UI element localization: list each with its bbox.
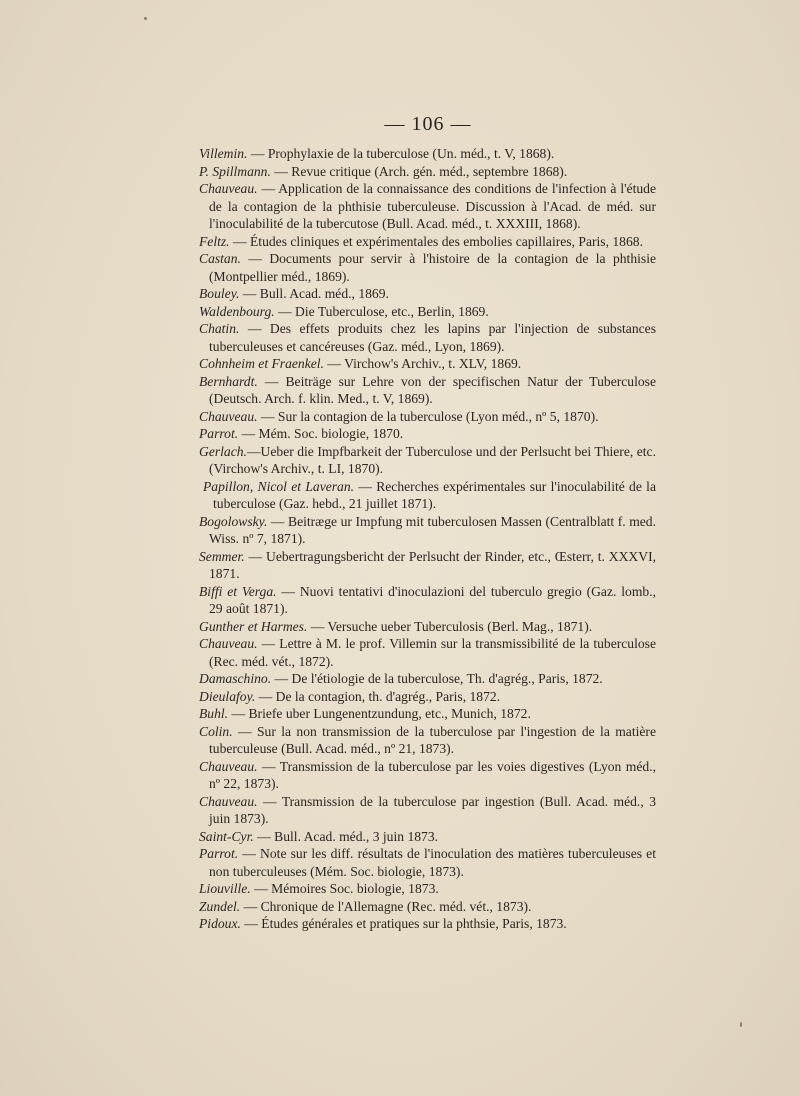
reference-author: Pidoux. bbox=[199, 916, 241, 931]
reference-author: Saint-Cyr. bbox=[199, 828, 254, 844]
reference-entry bbox=[199, 180, 656, 233]
reference-text: — Uebertragungsbericht der Perlsucht der Rinder, etc., Œsterr, t. XXXVI, 1871. bbox=[209, 548, 656, 581]
reference-text: — Application de la connaissance des conditions de l'infection à l'étude de la contagion de la phthisie tuberculeuse. Discussion à l'Acad. de méd. sur l'inoculabilité de la tubercutose (Bull. Acad. méd., t. XXXIII, 1868). bbox=[209, 181, 656, 231]
reference-text: — Versuche ueber Tuberculosis (Berl. Mag., 1871). bbox=[307, 618, 593, 634]
reference-author: P. Spillmann. bbox=[199, 163, 271, 179]
reference-entry bbox=[199, 583, 656, 618]
reference-entry bbox=[199, 705, 656, 723]
reference-text: — Briefe uber Lungenentzundung, etc., Munich, 1872. bbox=[228, 706, 531, 721]
paper-speck bbox=[144, 17, 147, 20]
reference-text: — Nuovi tentativi d'inoculazioni del tuberculo gregio (Gaz. lomb., 29 août 1871). bbox=[209, 583, 656, 616]
reference-text: — Mém. Soc. biologie, 1870. bbox=[238, 426, 404, 441]
reference-author: Gerlach. bbox=[199, 443, 247, 459]
reference-author: Chauveau. bbox=[199, 181, 258, 196]
reference-entry bbox=[199, 635, 656, 670]
reference-text: — Bull. Acad. méd., 3 juin 1873. bbox=[253, 828, 439, 844]
reference-author: Chauveau. bbox=[199, 758, 258, 774]
reference-entry bbox=[199, 915, 656, 933]
reference-entry bbox=[199, 513, 656, 548]
reference-author: Papillon, Nicol et Laveran. bbox=[203, 478, 355, 494]
reference-list bbox=[199, 145, 656, 933]
reference-text: — Note sur les diff. résultats de l'inoculation des matières tuberculeuses et non tuberculeuses (Mém. Soc. biologie, 1873). bbox=[209, 846, 656, 879]
reference-entry bbox=[199, 145, 656, 163]
reference-author: Bernhardt. bbox=[199, 373, 258, 389]
reference-text: — Transmission de la tuberculose par ingestion (Bull. Acad. méd., 3 juin 1873). bbox=[209, 793, 656, 826]
reference-entry bbox=[199, 478, 656, 513]
reference-author: Chatin. bbox=[199, 321, 240, 336]
reference-entry bbox=[199, 320, 656, 355]
reference-text: — Lettre à M. le prof. Villemin sur la transmissibilité de la tuberculose (Rec. méd. vét., 1872). bbox=[209, 636, 656, 669]
reference-text: — Beiträge sur Lehre von der specifischen Natur der Tuberculose (Deutsch. Arch. f. klin. Med., t. V, 1869). bbox=[209, 373, 656, 406]
reference-entry bbox=[199, 898, 656, 916]
reference-author: Feltz. bbox=[199, 233, 230, 249]
reference-entry bbox=[199, 408, 656, 426]
reference-entry bbox=[199, 845, 656, 880]
reference-entry bbox=[199, 880, 656, 898]
reference-text: — Sur la contagion de la tuberculose (Lyon méd., nº 5, 1870). bbox=[257, 408, 599, 424]
reference-author: Castan. bbox=[199, 251, 241, 266]
reference-entry bbox=[199, 618, 656, 636]
reference-author: Liouville. bbox=[199, 881, 251, 896]
reference-entry bbox=[199, 285, 656, 303]
reference-entry bbox=[199, 163, 656, 181]
reference-entry bbox=[199, 373, 656, 408]
reference-text: — De l'étiologie de la tuberculose, Th. d'agrég., Paris, 1872. bbox=[271, 671, 603, 686]
reference-text: — Mémoires Soc. biologie, 1873. bbox=[250, 881, 439, 896]
reference-entry bbox=[199, 443, 656, 478]
reference-entry bbox=[199, 233, 656, 251]
reference-text: — Revue critique (Arch. gén. méd., septembre 1868). bbox=[270, 163, 568, 179]
reference-entry bbox=[199, 723, 656, 758]
reference-entry bbox=[199, 688, 656, 706]
reference-text: — Études cliniques et expérimentales des embolies capillaires, Paris, 1868. bbox=[229, 233, 643, 249]
reference-author: Biffi et Verga. bbox=[199, 583, 277, 599]
reference-text: — Études générales et pratiques sur la phthsie, Paris, 1873. bbox=[240, 916, 567, 931]
reference-entry bbox=[199, 758, 656, 793]
reference-text: — Sur la non transmission de la tuberculose par l'ingestion de la matière tuberculeuse (Bull. Acad. méd., nº 21, 1873). bbox=[209, 723, 656, 756]
reference-text: —Ueber die Impfbarkeit der Tuberculose und der Perlsucht bei Thiere, etc. (Virchow's Archiv., t. LI, 1870). bbox=[209, 443, 656, 476]
reference-author: Chauveau. bbox=[199, 408, 258, 424]
reference-author: Parrot. bbox=[199, 426, 239, 441]
reference-entry bbox=[199, 355, 656, 373]
page-number: — 106 — bbox=[384, 113, 472, 135]
reference-author: Bogolowsky. bbox=[199, 513, 268, 529]
reference-text: — Virchow's Archiv., t. XLV, 1869. bbox=[323, 356, 522, 371]
reference-author: Colin. bbox=[199, 723, 233, 739]
reference-author: Dieulafoy. bbox=[199, 688, 256, 704]
reference-text: — Recherches expérimentales sur l'inoculabilité de la tuberculose (Gaz. hebd., 21 juillet 1871). bbox=[213, 478, 656, 511]
reference-author: Parrot. bbox=[199, 846, 239, 861]
reference-entry bbox=[199, 250, 656, 285]
reference-author: Buhl. bbox=[199, 706, 229, 721]
reference-entry bbox=[199, 548, 656, 583]
reference-text: — Die Tuberculose, etc., Berlin, 1869. bbox=[274, 303, 489, 319]
reference-author: Gunther et Harmes. bbox=[199, 618, 308, 634]
reference-entry bbox=[199, 793, 656, 828]
reference-entry bbox=[199, 425, 656, 443]
reference-text: — Transmission de la tuberculose par les voies digestives (Lyon méd., nº 22, 1873). bbox=[209, 758, 656, 791]
reference-entry bbox=[199, 670, 656, 688]
reference-text: — Prophylaxie de la tuberculose (Un. méd., t. V, 1868). bbox=[247, 146, 555, 161]
reference-text: — Documents pour servir à l'histoire de la contagion de la phthisie (Montpellier méd., 1869). bbox=[209, 251, 656, 284]
reference-author: Semmer. bbox=[199, 548, 245, 564]
reference-author: Villemin. bbox=[199, 146, 248, 161]
reference-author: Waldenbourg. bbox=[199, 303, 275, 319]
paper-speck bbox=[740, 1022, 742, 1027]
reference-text: — Bull. Acad. méd., 1869. bbox=[239, 286, 389, 301]
reference-author: Damaschino. bbox=[199, 671, 272, 686]
reference-author: Chauveau. bbox=[199, 636, 258, 651]
reference-text: — Beitræge ur Impfung mit tuberculosen Massen (Centralblatt f. med. Wiss. nº 7, 1871). bbox=[209, 513, 656, 546]
reference-entry bbox=[199, 828, 656, 846]
reference-author: Bouley. bbox=[199, 286, 240, 301]
reference-author: Chauveau. bbox=[199, 793, 258, 809]
reference-text: — Des effets produits chez les lapins par l'injection de substances tuberculeuses et cancéreuses (Gaz. méd., Lyon, 1869). bbox=[209, 321, 656, 354]
reference-text: — De la contagion, th. d'agrég., Paris, 1872. bbox=[255, 688, 501, 704]
reference-author: Zundel. bbox=[199, 898, 241, 914]
reference-author: Cohnheim et Fraenkel. bbox=[199, 356, 324, 371]
reference-entry bbox=[199, 303, 656, 321]
reference-text: — Chronique de l'Allemagne (Rec. méd. vét., 1873). bbox=[240, 898, 532, 914]
